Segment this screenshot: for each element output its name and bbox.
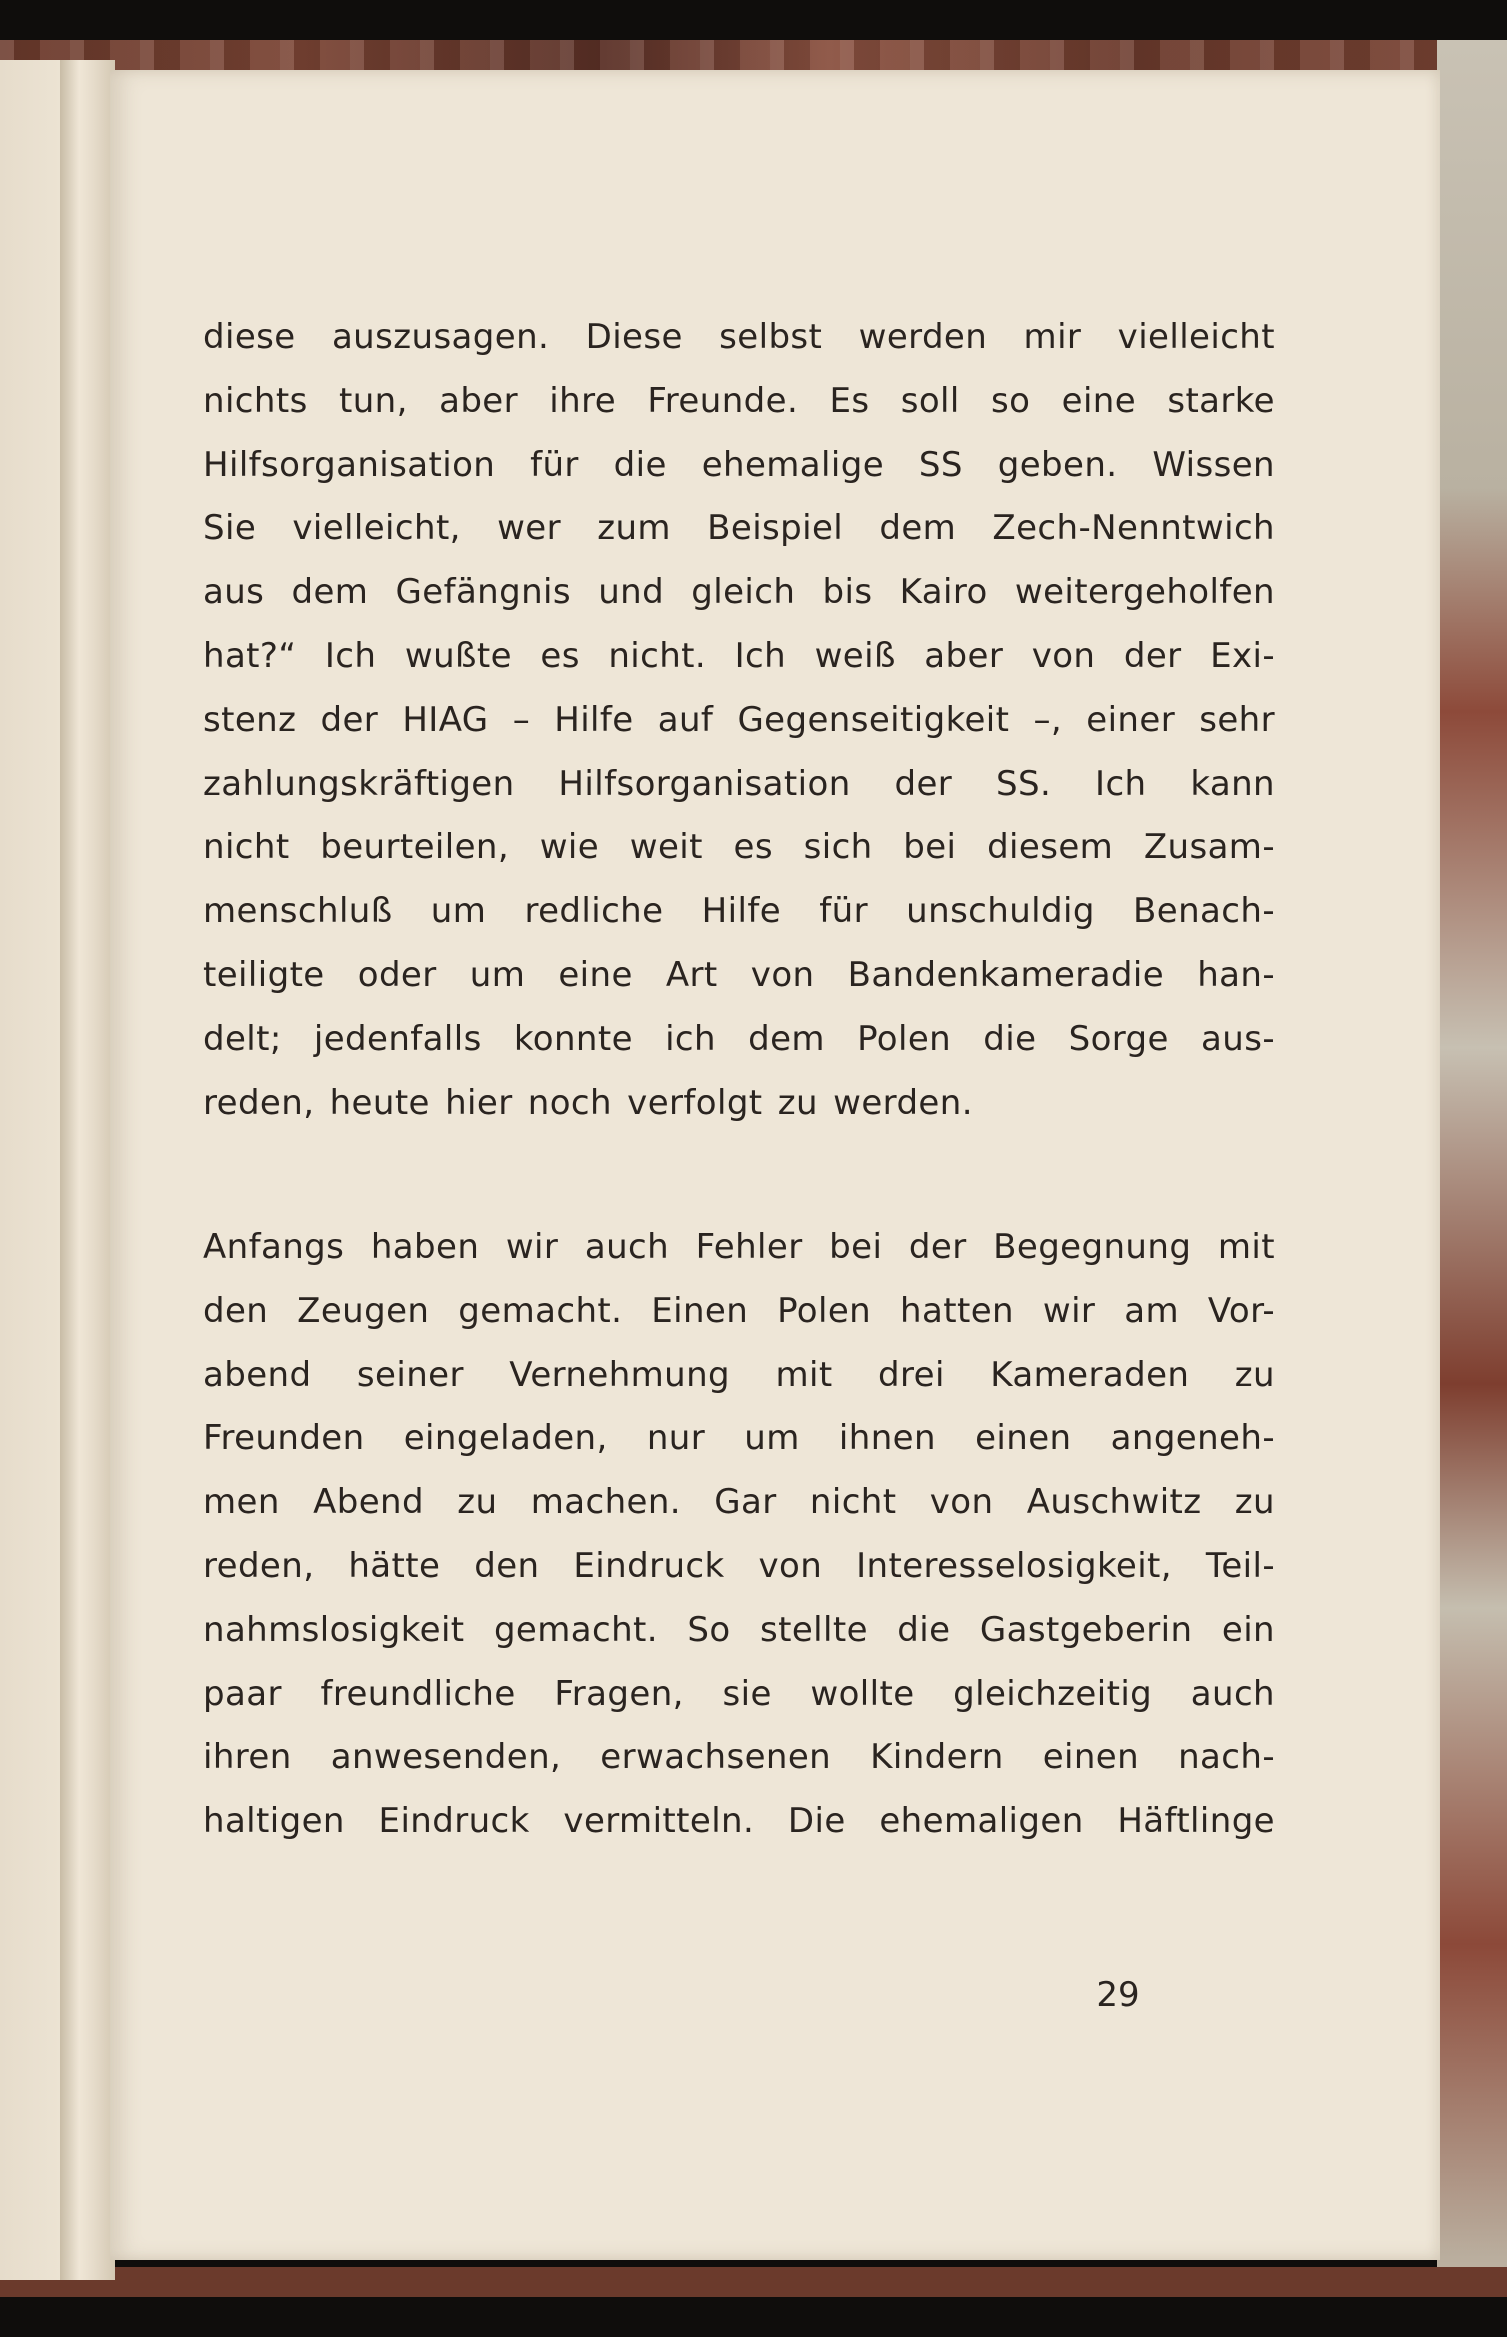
text-line: nicht beurteilen, wie weit es sich bei diesem Zusam- — [203, 827, 1275, 868]
text-line: nahmslosigkeit gemacht. So stellte die Gastgeberin ein — [203, 1609, 1275, 1650]
text-line: abend seiner Vernehmung mit drei Kameraden zu — [203, 1354, 1275, 1395]
text-line: men Abend zu machen. Gar nicht von Auschwitz zu — [203, 1482, 1275, 1523]
paragraph-2 — [203, 1216, 1275, 1854]
text-line: zahlungskräftigen Hilfsorganisation der SS. Ich kann — [203, 763, 1275, 804]
text-line: aus dem Gefängnis und gleich bis Kairo weitergeholfen — [203, 572, 1275, 613]
text-line: diese auszusagen. Diese selbst werden mir vielleicht — [203, 317, 1275, 357]
text-line: reden, hätte den Eindruck von Interesselosigkeit, Teil- — [203, 1545, 1275, 1586]
paragraph-1 — [203, 306, 1275, 1135]
text-line: haltigen Eindruck vermitteln. Die ehemaligen Häftlinge — [203, 1801, 1275, 1842]
book-gutter — [60, 60, 115, 2280]
text-line: ihren anwesenden, erwachsenen Kindern einen nach- — [203, 1737, 1275, 1778]
book-cover-bottom-edge — [0, 2267, 1507, 2297]
text-line: paar freundliche Fragen, sie wollte gleichzeitig auch — [203, 1673, 1275, 1714]
text-line: stenz der HIAG – Hilfe auf Gegenseitigkeit –, einer sehr — [203, 699, 1275, 740]
text-line: delt; jedenfalls konnte ich dem Polen die Sorge aus- — [203, 1018, 1275, 1059]
text-line: den Zeugen gemacht. Einen Polen hatten wir am Vor- — [203, 1290, 1275, 1331]
text-line: reden, heute hier noch verfolgt zu werden. — [203, 1082, 973, 1123]
text-line: nichts tun, aber ihre Freunde. Es soll so eine starke — [203, 380, 1275, 421]
text-line: menschluß um redliche Hilfe für unschuldig Benach- — [203, 891, 1275, 932]
text-line: Anfangs haben wir auch Fehler bei der Begegnung mit — [203, 1227, 1275, 1267]
text-line: Freunden eingeladen, nur um ihnen einen angeneh- — [203, 1418, 1275, 1459]
text-line: teiligte oder um eine Art von Bandenkameradie han- — [203, 954, 1275, 995]
text-line: Hilfsorganisation für die ehemalige SS geben. Wissen — [203, 444, 1275, 485]
text-line: hat?“ Ich wußte es nicht. Ich weiß aber von der Exi- — [203, 635, 1275, 676]
book-cover-right-edge — [1437, 40, 1507, 2280]
page-number: 29 — [1096, 1975, 1140, 2015]
book-page — [110, 70, 1440, 2260]
text-line: Sie vielleicht, wer zum Beispiel dem Zech-Nenntwich — [203, 508, 1275, 549]
